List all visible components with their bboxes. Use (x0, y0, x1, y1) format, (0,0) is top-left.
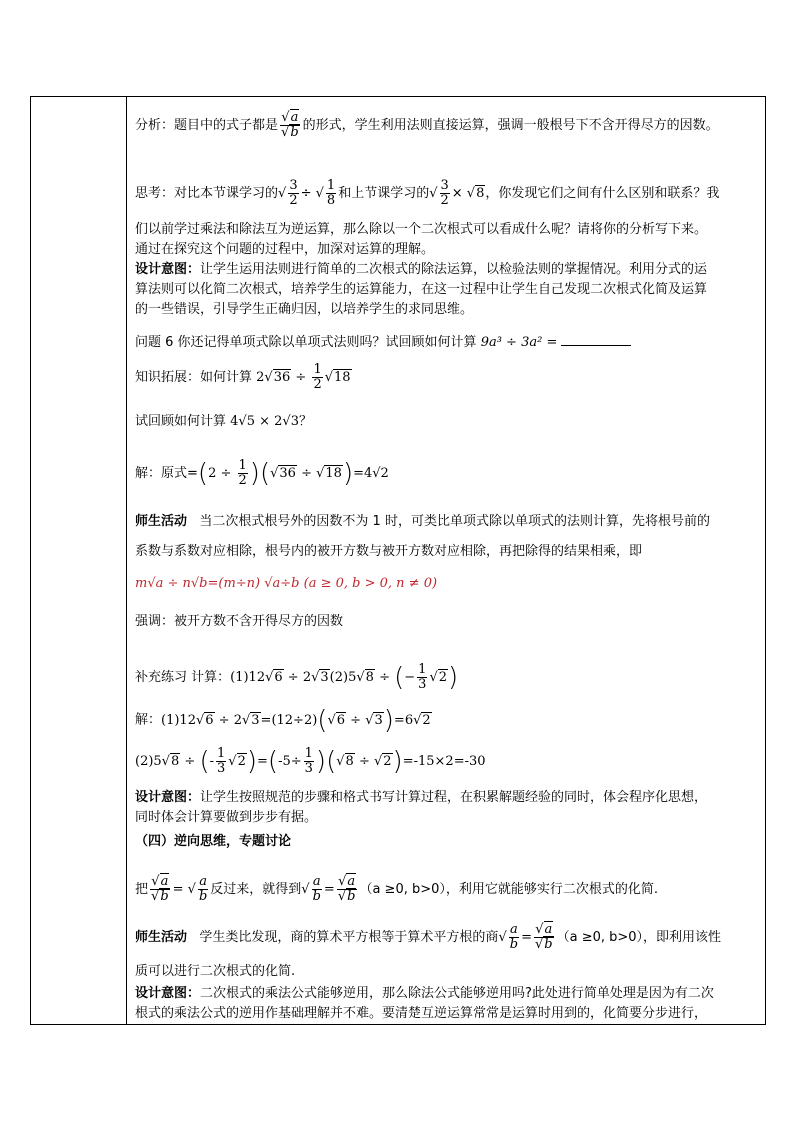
reverse-line: 把 $\frac{√a}{√b}$ = √ $\frac{a}{b}$ 反过来，就得到√ $\frac{a}{b}$ = $\frac{√a}{√b}$ （a ≥0, b>0），利用它就能够实行二次根式的化简. (135, 874, 659, 904)
practice-solution-label: 解： (135, 712, 162, 728)
activity-text: 当二次根式根号外的因数不为 1 时，可类比单项式除以单项式的法则计算，先将根号前的 (199, 514, 710, 529)
activity-label: 师生活动 (135, 514, 188, 529)
design-intent-1 (135, 261, 707, 279)
solution-line: 解：原式=(2 ÷ $\frac{1}{2}$ )(√36 ÷ √18)=4√2 (135, 458, 389, 489)
activity-text: 学生类比发现，商的算术平方根等于算术平方根的商 (199, 930, 499, 945)
reverse-text-2: 反过来，就得到 (210, 882, 302, 897)
design-intent-text: 让学生按照规范的步骤和格式书写计算过程，在积累解题经验的同时，体会程序化思想， (200, 790, 708, 805)
practice-line: 补充练习 计算：(1)12√6 ÷ 2√3(2)5√8 ÷ (− $\frac{1}{3}$ √2) (135, 662, 459, 693)
recall-text: 试回顾如何计算 (135, 414, 227, 429)
practice-solution-2: (2)5√8 ÷ (- $\frac{1}{3}$ √2)=(-5÷ $\frac{1}{3}$ )(√8 ÷ √2)=-15×2=-30 (135, 746, 486, 777)
analysis-line (135, 111, 719, 140)
text-line: 们以前学过乘法和除法互为逆运算，那么除以一个二次根式可以看成什么呢？请将你的分析写下来。 (135, 222, 708, 237)
recall-mark: ？ (298, 414, 312, 429)
extension-line: 知识拓展：如何计算 2√36 ÷ $\frac{1}{2}$ √18 (135, 362, 351, 392)
design-intent-3 (135, 985, 714, 1003)
text-line: 系数与系数对应相除，根号内的被开方数与被开方数对应相除，再把除得的结果相乘，即 (135, 544, 643, 559)
design-intent-label: 设计意图： (135, 986, 201, 1001)
design-intent-label: 设计意图： (135, 790, 201, 805)
emphasis-line: 强调：被开方数不含开得尽方的因数 (135, 614, 344, 629)
division-rule: m√a ÷ n√b=(m÷n) √a÷b (a ≥ 0, b > 0, n ≠ 0) (135, 576, 438, 591)
practice-solution-1: 解：(1)12√6 ÷ 2√3=(12÷2)(√6 ÷ √3)=6√2 (135, 705, 431, 735)
question-6 (135, 333, 631, 352)
think-text-2: 和上节课学习的 (338, 186, 430, 201)
think-line: 思考：对比本节课学习的√ $\frac{3}{2}$ ÷ √ $\frac{1}{8}$ 和上节课学习的√ $\frac{3}{2}$ × √8，你发现它们之间有什么区别和联系？我 (135, 178, 720, 208)
text-line: 根式的乘法公式的逆用作基础理解并不难。要清楚互逆运算常常是运算时用到的，化简要分步进行， (135, 1006, 708, 1021)
solution-result: =4√2 (353, 466, 389, 481)
text-line: 通过在探究这个问题的过程中，加深对运算的理解。 (135, 242, 435, 257)
activity-1 (135, 513, 710, 531)
text-line: 的一些错误，引导学生正确归因，以培养学生的求同思维。 (135, 302, 474, 317)
sqrt-a-over-sqrt-b: $\frac{√a}{√b}$ (281, 110, 299, 140)
column-divider (126, 97, 127, 1024)
recall-expr: 4√5 × 2√3 (230, 414, 299, 429)
question-text: 问题 6 你还记得单项式除以单项式法则吗？试回顾如何计算 (135, 335, 477, 350)
analysis-text: 分析：题目中的式子都是 (135, 118, 279, 133)
reverse-text-3: （a ≥0, b>0），利用它就能够实行二次根式的化简. (359, 882, 659, 897)
extension-text: 知识拓展：如何计算 (135, 370, 253, 385)
design-intent-text: 二次根式的乘法公式能够逆用，那么除法公式能够逆用吗?此处进行简单处理是因为有二次 (200, 986, 714, 1001)
activity-text-2: （a ≥0, b>0），即利用该性 (556, 930, 722, 945)
think-text-3: ，你发现它们之间有什么区别和联系？我 (485, 186, 720, 201)
section-heading: （四）逆向思维，专题讨论 (135, 834, 292, 849)
text-line: 质可以进行二次根式的化简. (135, 964, 296, 979)
reverse-text: 把 (135, 882, 149, 897)
lesson-content (135, 97, 761, 1026)
think-text: 思考：对比本节课学习的 (135, 186, 279, 201)
solution-label: 解：原式= (135, 466, 198, 481)
design-intent-text: 让学生运用法则进行简单的二次根式的除法运算，以检验法则的掌握情况。利用分式的运 (200, 262, 708, 277)
activity-2: 师生活动 学生类比发现，商的算术平方根等于算术平方根的商√ $\frac{a}{b}$ = $\frac{√a}{√b}$ （a ≥0, b>0），即利用该性 (135, 922, 722, 952)
answer-blank[interactable] (561, 333, 631, 346)
text-line: 算法则可以化简二次根式，培养学生的运算能力，在这一过程中让学生自己发现二次根式化简及运算 (135, 282, 708, 297)
analysis-text-2: 的形式，学生利用法则直接运算，强调一般根号下不含开得尽方的因数。 (302, 118, 719, 133)
design-intent-label: 设计意图： (135, 262, 201, 277)
monomial-expr: 9a³ ÷ 3a² = (480, 335, 558, 350)
recall-line (135, 413, 312, 431)
lesson-table (30, 96, 766, 1025)
practice-label: 补充练习 计算： (135, 670, 231, 685)
text-line: 同时体会计算要做到步步有据。 (135, 810, 318, 825)
design-intent-2 (135, 789, 707, 807)
activity-label: 师生活动 (135, 930, 188, 945)
